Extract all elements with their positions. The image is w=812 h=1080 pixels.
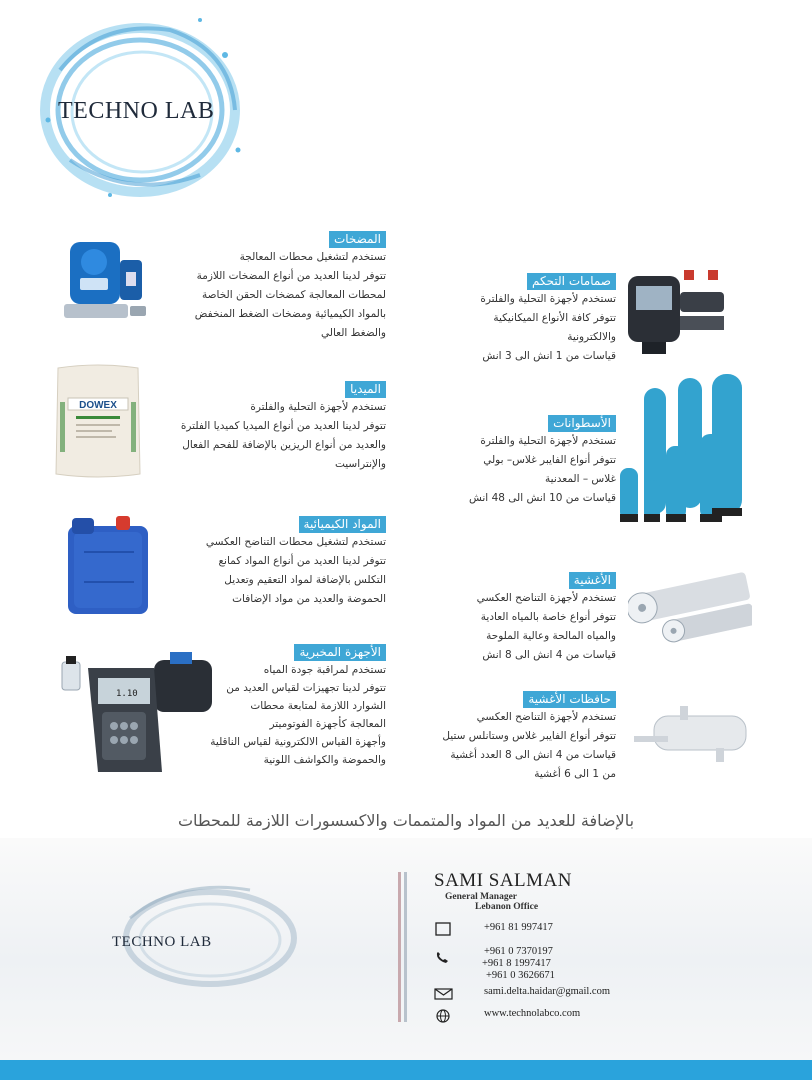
section-title: حافظات الأغشية [523, 691, 616, 708]
section-line: تستخدم لتشغيل محطات التناضح العكسي [205, 536, 386, 548]
section-line: والضغط العالي [321, 327, 386, 339]
contact-phone: +961 8 1997417 [482, 958, 551, 969]
contact-title: General Manager [445, 892, 518, 902]
logo-bottom [100, 868, 310, 998]
section-membranes [416, 569, 616, 665]
section-line: قياسات من 10 انش الى 48 انش [469, 492, 616, 504]
contact-website[interactable]: www.technolabco.com [484, 1008, 581, 1019]
section-title: الميديا [345, 381, 386, 398]
globe-icon [434, 1008, 454, 1022]
footer-bar [0, 1060, 812, 1080]
membranes-image [628, 570, 752, 654]
section-line: تتوفر أنواع الفايبر غلاس– بولي [483, 454, 616, 466]
divider [398, 872, 401, 1022]
logo-text: TECHNO LAB [58, 98, 215, 124]
section-control-valves [396, 270, 616, 366]
section-line: قياسات من 4 انش الى 8 العدد أغشية [450, 749, 616, 761]
section-line: والالكترونية [567, 331, 616, 343]
section-line: المعالجة كأجهزة الفوتوميتر [269, 718, 386, 730]
section-media [116, 378, 386, 474]
section-title: المواد الكيميائية [299, 516, 386, 533]
membrane-housing-image [630, 700, 752, 770]
section-line: لمحطات المعالجة كمضخات الحقن الخاصة [201, 289, 386, 301]
section-line: غلاس – المعدنية [545, 473, 616, 485]
tagline: بالإضافة للعديد من المواد والمتممات والاكسسورات اللازمة للمحطات [177, 811, 635, 830]
svg-text:1.10: 1.10 [116, 689, 138, 699]
section-line: تستخدم لمراقبة جودة المياه [263, 664, 386, 676]
section-line: تستخدم لأجهزة التناضح العكسي [476, 711, 616, 723]
section-title: الأجهزة المخبرية [294, 644, 386, 661]
section-line: تستخدم لأجهزة التحلية والفلترة [480, 435, 616, 447]
section-line: تتوفر لدينا تجهيزات لقياس العديد من [226, 682, 386, 694]
section-line: والحموضة والكواشف اللونية [263, 754, 386, 766]
section-chemicals [146, 513, 386, 609]
section-line: تتوفر لدينا العديد من أنواع المواد كمانع [218, 555, 386, 567]
section-line: وأجهزة القياس الالكترونية لقياس الناقلية [210, 736, 386, 748]
water-splash-logo-icon [100, 868, 310, 998]
dowex-label: DOWEX [79, 400, 117, 411]
section-title: الأغشية [569, 572, 616, 589]
contact-email[interactable]: sami.delta.haidar@gmail.com [484, 986, 611, 997]
section-line: تتوفر أنواع خاصة بالمياه العادية [480, 611, 616, 623]
section-lab-devices [146, 641, 386, 769]
pressure-tanks-image [614, 368, 754, 526]
control-valve-image [622, 262, 732, 358]
section-membrane-housings [406, 688, 616, 784]
divider [404, 872, 407, 1022]
section-line: تتوفر كافة الأنواع الميكانيكية [493, 312, 616, 324]
section-line: والعديد من أنواع الريزين بالإضافة للفحم الفعال [182, 439, 386, 451]
section-line: بالمواد الكيميائية ومضخات الضغط المنخفض [194, 308, 386, 320]
section-line: التكلس بالإضافة لمواد التعقيم وتعديل [224, 574, 386, 586]
section-line: الشوارد اللازمة لمتابعة محطات [250, 700, 386, 712]
section-line: تتوفر لدينا العديد من أنواع المضخات اللازمة [196, 270, 386, 282]
logo-text: TECHNO LAB [112, 934, 212, 950]
section-title: الأسطوانات [548, 415, 616, 432]
section-line: تستخدم لأجهزة التناضح العكسي [476, 592, 616, 604]
section-line: تستخدم لأجهزة التحلية والفلترة [250, 401, 386, 413]
contact-name: SAMI SALMAN [434, 870, 572, 891]
mobile-icon [434, 921, 454, 935]
section-tanks [416, 412, 616, 508]
section-line: قياسات من 1 انش الى 3 انش [482, 350, 616, 362]
chemical-jerrycan-image [64, 512, 152, 618]
mail-icon [434, 986, 454, 1000]
section-line: تستخدم لأجهزة التحلية والفلترة [480, 293, 616, 305]
section-line: الحموضة والعديد من مواد الإضافات [232, 593, 386, 605]
section-line: والمياه المالحة وعالية الملوحة [486, 630, 616, 642]
section-line: والإنتراسيت [334, 458, 386, 470]
contact-office: Lebanon Office [475, 902, 539, 912]
section-line: تستخدم لتشغيل محطات المعالجة [239, 251, 386, 263]
logo-top [0, 0, 250, 210]
section-line: تتوفر أنواع الفايبر غلاس وستانلس ستيل [442, 730, 616, 742]
phone-icon [434, 950, 454, 964]
section-line: قياسات من 4 انش الى 8 انش [482, 649, 616, 661]
contact-phone: +961 0 3626671 [486, 970, 555, 981]
contact-phone: +961 0 7370197 [484, 946, 553, 957]
pump-image [62, 232, 152, 330]
section-title: المضخات [329, 231, 386, 248]
section-title: صمامات التحكم [527, 273, 616, 290]
section-pumps [146, 228, 386, 343]
section-line: تتوفر لدينا العديد من أنواع الميديا كميديا الفلترة [180, 420, 386, 432]
contact-mobile: +961 81 997417 [484, 922, 553, 933]
section-line: من 1 الى 6 أغشية [534, 768, 616, 780]
